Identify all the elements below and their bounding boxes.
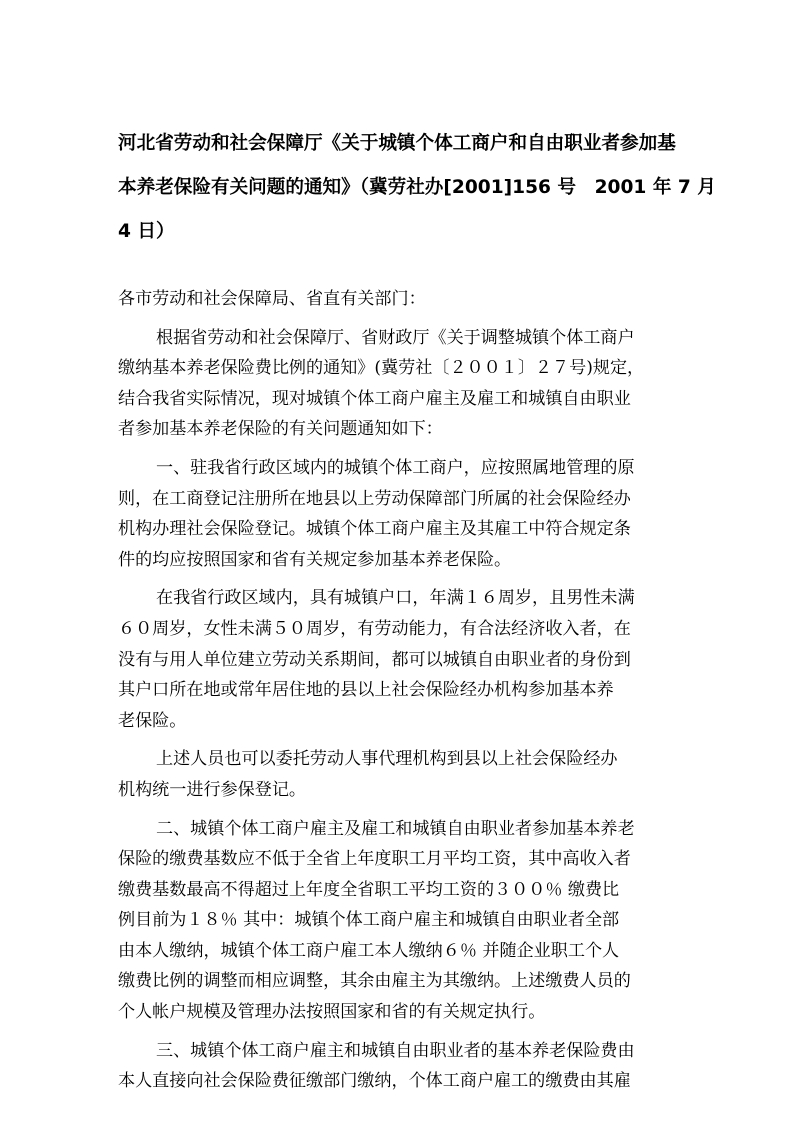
paragraph-1 xyxy=(118,323,675,445)
paragraph-2 xyxy=(118,453,675,575)
paragraph-line: 者参加基本养老保险的有关问题通知如下： xyxy=(118,419,443,440)
paragraph-5 xyxy=(118,814,675,1028)
paragraph-line: 没有与用人单位建立劳动关系期间，都可以城镇自由职业者的身份到 xyxy=(118,649,631,670)
paragraph-3 xyxy=(118,583,675,736)
paragraph-line: 例目前为１８％ 其中：城镇个体工商户雇主和城镇自由职业者全部 xyxy=(118,910,620,931)
paragraph-line: ６０周岁，女性未满５０周岁，有劳动能力，有合法经济收入者，在 xyxy=(118,618,631,639)
paragraph-line: 机构统一进行参保登记。 xyxy=(118,779,307,800)
paragraph-line: 结合我省实际情况，现对城镇个体工商户雇主及雇工和城镇自由职业 xyxy=(118,388,631,409)
paragraph-line: 件的均应按照国家和省有关规定参加基本养老保险。 xyxy=(118,549,512,570)
paragraph-line: 三、城镇个体工商户雇主和城镇自由职业者的基本养老保险费由 xyxy=(156,1040,635,1061)
paragraph-line: 缴纳基本养老保险费比例的通知》(冀劳社〔２００１〕２７号)规定， xyxy=(118,358,645,379)
paragraph-line: 一、驻我省行政区域内的城镇个体工商户，应按照属地管理的原 xyxy=(156,457,635,478)
paragraph-line: 缴费基数最高不得超过上年度全省职工平均工资的３００％ 缴费比 xyxy=(118,879,620,900)
paragraph-line: 机构办理社会保险登记。城镇个体工商户雇主及其雇工中符合规定条 xyxy=(118,519,631,540)
title-line: 本养老保险有关问题的通知》（冀劳社办[2001]156 号 2001 年 7 月 xyxy=(118,177,716,198)
paragraph-line: 上述人员也可以委托劳动人事代理机构到县以上社会保险经办 xyxy=(156,749,618,770)
paragraph-line: 保险的缴费基数应不低于全省上年度职工月平均工资，其中高收入者 xyxy=(118,849,631,870)
paragraph-line: 由本人缴纳，城镇个体工商户雇工本人缴纳６％ 并随企业职工个人 xyxy=(118,940,620,961)
paragraph-line: 二、城镇个体工商户雇主及雇工和城镇自由职业者参加基本养老 xyxy=(156,818,635,839)
document-body xyxy=(118,284,675,1097)
paragraph-line: 缴费比例的调整而相应调整，其余由雇主为其缴纳。上述缴费人员的 xyxy=(118,971,631,992)
title-line: 河北省劳动和社会保障厅《关于城镇个体工商户和自由职业者参加基 xyxy=(118,133,676,154)
paragraph-line: 其户口所在地或常年居住地的县以上社会保险经办机构参加基本养 xyxy=(118,680,614,701)
paragraph-line: 老保险。 xyxy=(118,710,187,731)
document-title xyxy=(118,122,716,254)
paragraph-line: 个人帐户规模及管理办法按照国家和省的有关规定执行。 xyxy=(118,1002,546,1023)
paragraph-line: 本人直接向社会保险费征缴部门缴纳，个体工商户雇工的缴费由其雇 xyxy=(118,1071,631,1092)
salutation: 各市劳动和社会保障局、省直有关部门： xyxy=(118,289,426,309)
title-line: 4 日） xyxy=(118,221,175,242)
paragraph-4 xyxy=(118,744,675,805)
paragraph-line: 根据省劳动和社会保障厅、省财政厅《关于调整城镇个体工商户 xyxy=(156,327,635,348)
paragraph-line: 则，在工商登记注册所在地县以上劳动保障部门所属的社会保险经办 xyxy=(118,488,631,509)
paragraph-6 xyxy=(118,1036,675,1097)
paragraph-line: 在我省行政区域内，具有城镇户口，年满１６周岁，且男性未满 xyxy=(156,588,635,609)
